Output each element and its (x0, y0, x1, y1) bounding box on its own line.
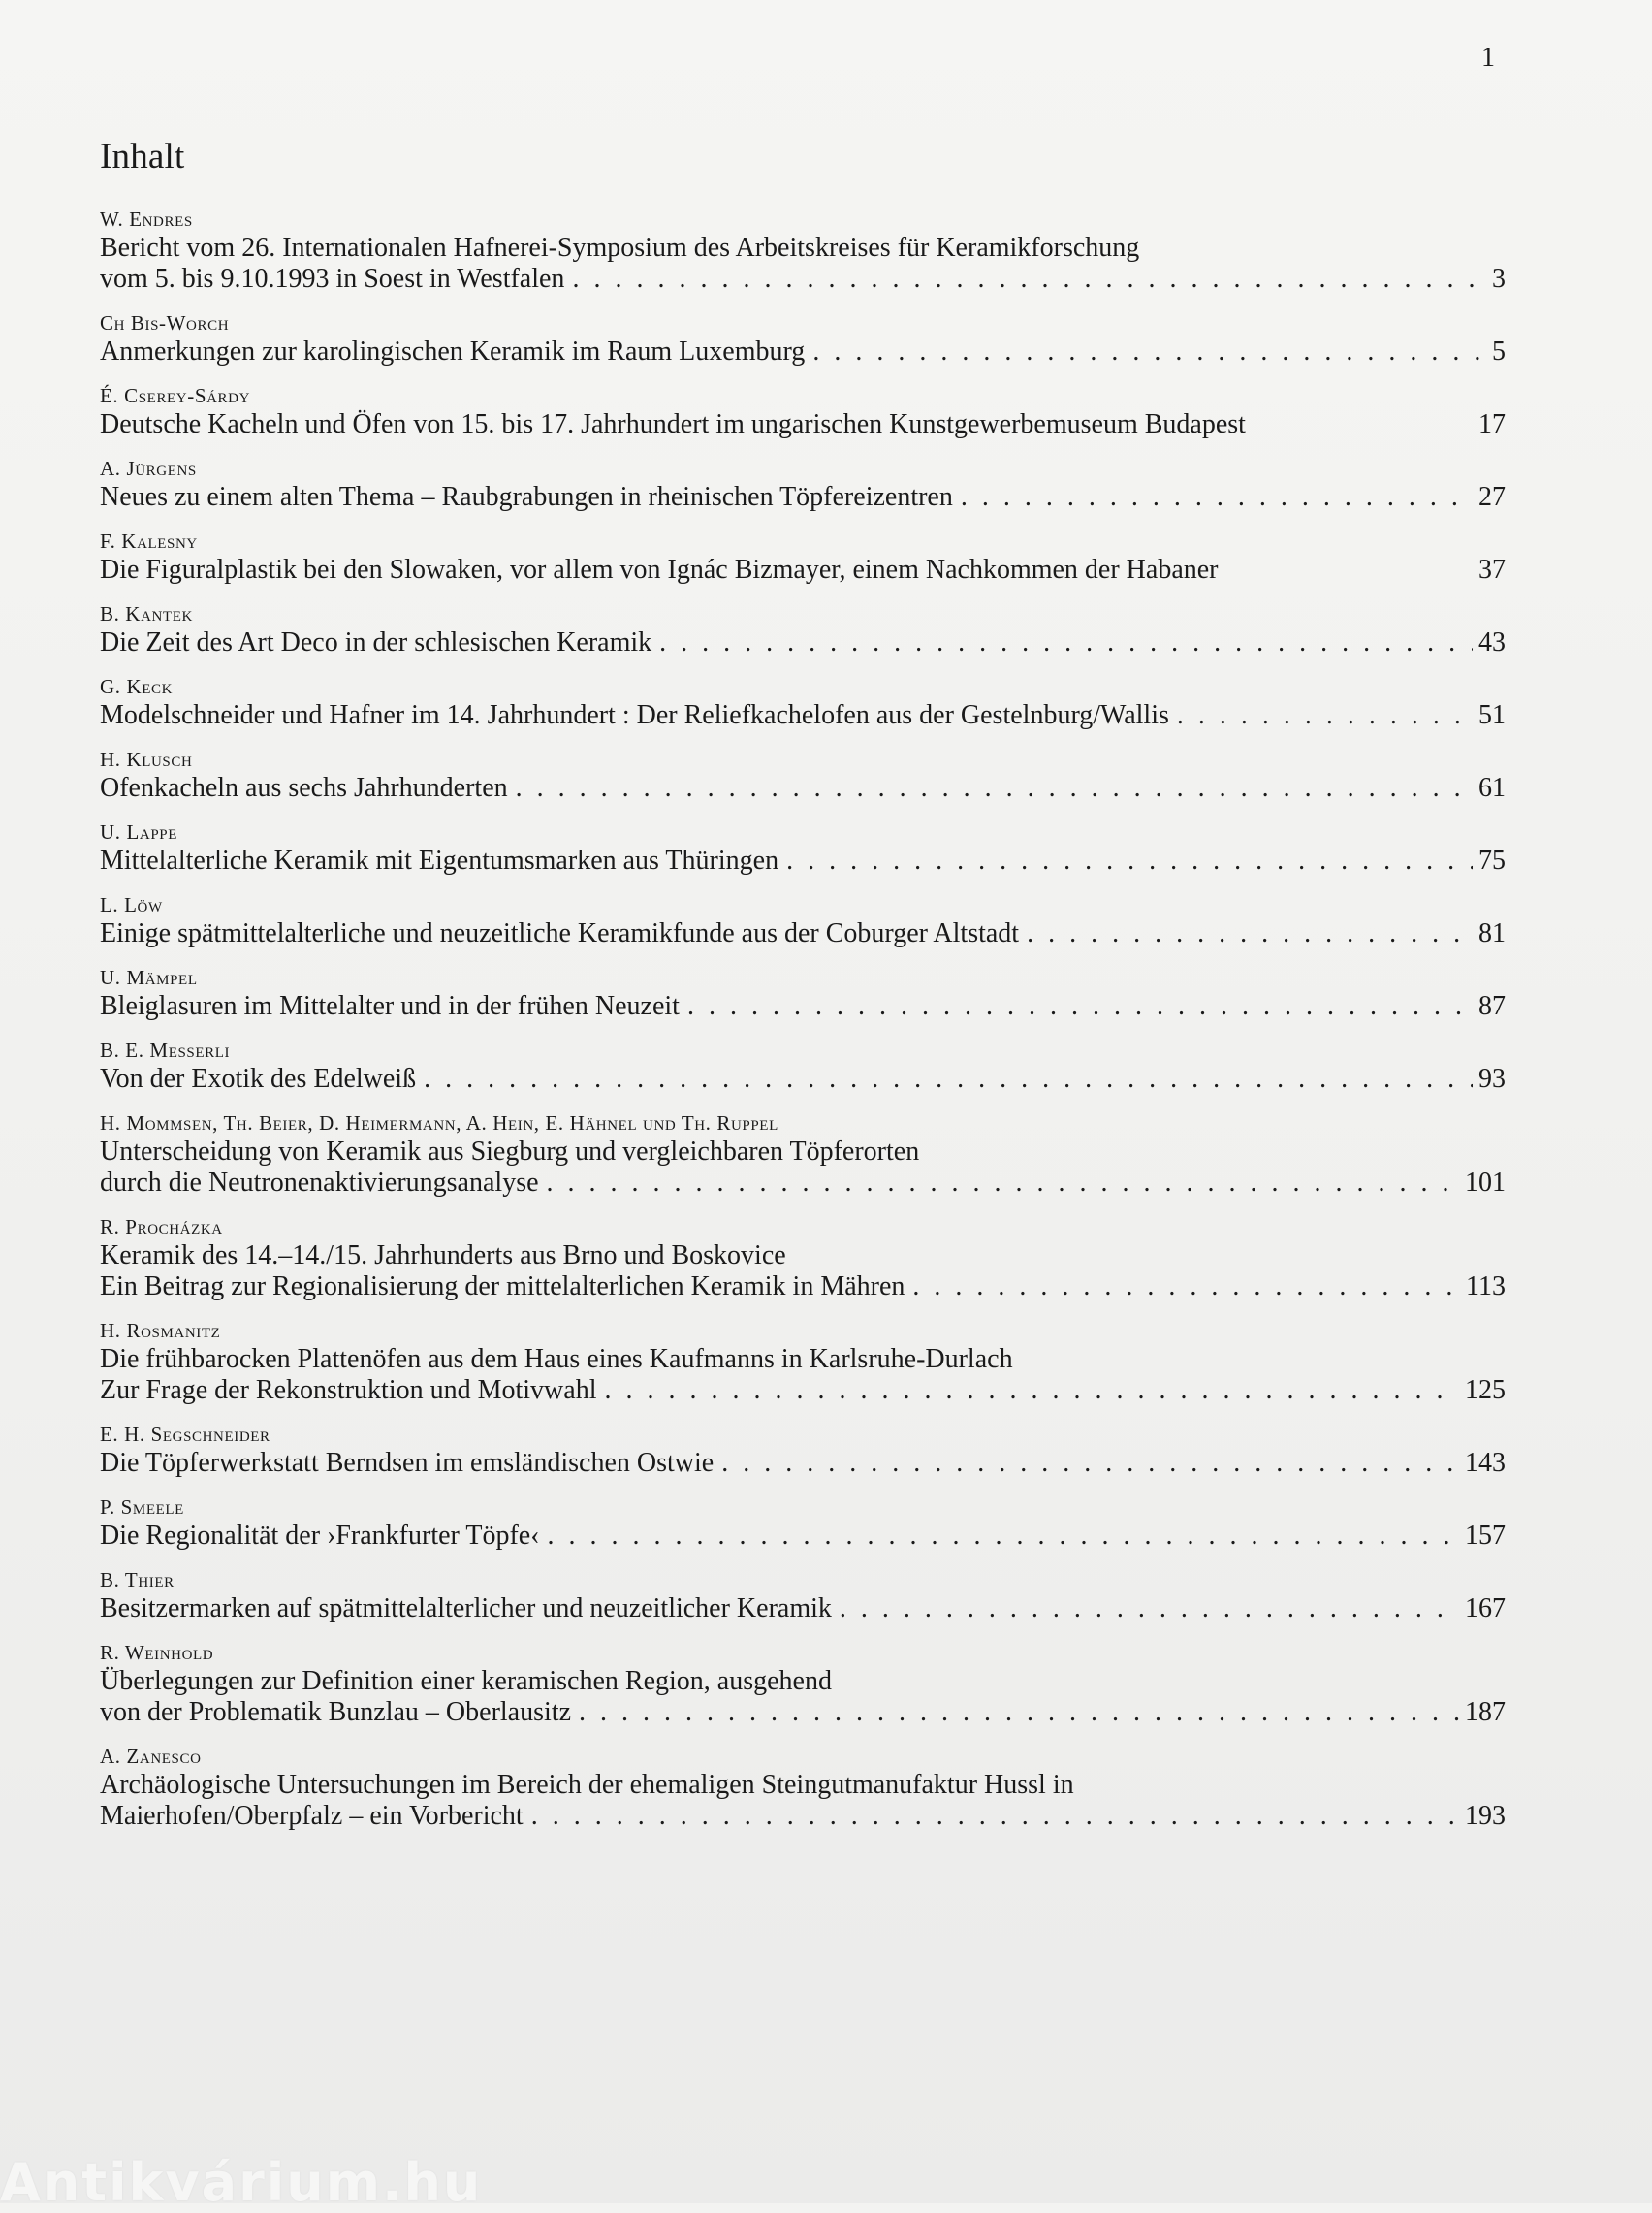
toc-entry-title-row (100, 1448, 1506, 1479)
toc-entry (100, 1109, 1506, 1199)
toc-entry-title-line: Archäologische Untersuchungen im Bereich der ehemaligen Steingutmanufaktur Hussl in (100, 1770, 1074, 1800)
dot-leader (1177, 700, 1473, 731)
toc-entry (100, 1213, 1506, 1302)
toc-entry-page: 5 (1492, 337, 1506, 367)
toc-entry (100, 746, 1506, 804)
toc-entry-page: 75 (1478, 846, 1506, 876)
toc-entry-author: B. E. Messerli (100, 1039, 231, 1062)
toc-entry-author: P. Smeele (100, 1495, 184, 1519)
toc-entry-title-row (100, 1375, 1506, 1406)
toc-entry-title-row (100, 1593, 1506, 1624)
toc-entry-title-line: Die Zeit des Art Deco in der schlesischen Keramik (100, 627, 652, 657)
toc-entry-title-line: Überlegungen zur Definition einer keramischen Region, ausgehend (100, 1666, 832, 1696)
toc-entry (100, 1037, 1506, 1095)
dot-leader (424, 1064, 1473, 1095)
toc-entry-title-row (100, 991, 1506, 1022)
watermark-logo: Antikvárium.hu (0, 2152, 483, 2213)
dot-leader (721, 1448, 1459, 1479)
toc-entry-author: Ch Bis-Worch (100, 311, 230, 335)
toc-entry-title-line: Die Regionalität der ›Frankfurter Töpfe‹ (100, 1521, 540, 1551)
toc-entry-page: 3 (1492, 264, 1506, 294)
toc-entry (100, 673, 1506, 731)
toc-entry-title-row (100, 409, 1506, 440)
toc-entry (100, 455, 1506, 513)
page-number: 1 (1481, 43, 1495, 73)
toc-entry-title-line: Unterscheidung von Keramik aus Siegburg und vergleichbaren Töpferorten (100, 1137, 920, 1167)
toc-entry-title-line: Anmerkungen zur karolingischen Keramik im Raum Luxemburg (100, 337, 806, 367)
toc-entry (100, 818, 1506, 877)
toc-entry (100, 891, 1506, 949)
toc-entry-title-line: Bleiglasuren im Mittelalter und in der frühen Neuzeit (100, 991, 680, 1021)
toc-entry-title-row (100, 555, 1506, 586)
toc-entry-title-line: Ein Beitrag zur Regionalisierung der mittelalterlichen Keramik in Mähren (100, 1271, 905, 1301)
toc-entry-title-line: von der Problematik Bunzlau – Oberlausitz (100, 1697, 571, 1727)
toc-entry-page: 125 (1465, 1375, 1506, 1405)
toc-entry-title-line: Ofenkacheln aus sechs Jahrhunderten (100, 773, 508, 803)
dot-leader (579, 1697, 1459, 1728)
toc-entry-author: G. Keck (100, 675, 174, 698)
dot-leader (659, 627, 1473, 658)
toc-entry-title-line: Die Figuralplastik bei den Slowaken, vor allem von Ignác Bizmayer, einem Nachkommen der Habaner (100, 555, 1219, 585)
toc-entry-author: É. Cserey-Sárdy (100, 384, 251, 407)
toc-entry-page: 51 (1478, 700, 1506, 730)
toc-entry-title-line: Neues zu einem alten Thema – Raubgrabungen in rheinischen Töpfereizentren (100, 482, 953, 512)
toc-entry-page: 37 (1478, 555, 1506, 585)
toc-entry-title-row (100, 918, 1506, 949)
dot-leader (548, 1521, 1459, 1552)
toc-entry-title-row (100, 1801, 1506, 1832)
toc-entry (100, 382, 1506, 440)
toc-entry-page: 81 (1478, 918, 1506, 948)
dot-leader (961, 482, 1473, 513)
dot-leader (604, 1375, 1459, 1406)
toc-entry-title-row (100, 1064, 1506, 1095)
toc-entry-title-row (100, 337, 1506, 368)
toc-entry-author: R. Procházka (100, 1215, 223, 1238)
toc-entry-page: 87 (1478, 991, 1506, 1021)
dot-leader (547, 1168, 1459, 1199)
toc-entry-page: 113 (1466, 1271, 1506, 1301)
toc-heading: Inhalt (100, 137, 185, 176)
toc-entry-title-line: Einige spätmittelalterliche und neuzeitliche Keramikfunde aus der Coburger Altstadt (100, 918, 1020, 948)
toc-entry-author: A. Jürgens (100, 457, 197, 480)
toc-entry-title-line: Die Töpferwerkstatt Berndsen im emsländischen Ostwie (100, 1448, 715, 1478)
toc-entry-author: U. Lappe (100, 820, 177, 844)
toc-entry-title-row (100, 1697, 1506, 1728)
toc-entry-author: E. H. Segschneider (100, 1423, 270, 1446)
dot-leader (572, 264, 1486, 295)
toc-entry-title-line: durch die Neutronenaktivierungsanalyse (100, 1168, 539, 1198)
toc-entry-title-row (100, 627, 1506, 658)
toc-entry-author: W. Endres (100, 208, 193, 231)
toc-entry-title-line: Modelschneider und Hafner im 14. Jahrhundert : Der Reliefkachelofen aus der Gestelnburg/Wallis (100, 700, 1169, 730)
dot-leader (687, 991, 1473, 1022)
toc-entry-author: F. Kalesny (100, 529, 198, 553)
toc-entry-title-line: vom 5. bis 9.10.1993 in Soest in Westfalen (100, 264, 565, 294)
toc-entry-page: 93 (1478, 1064, 1506, 1094)
toc-entry-title-line: Bericht vom 26. Internationalen Hafnerei-Symposium des Arbeitskreises für Keramikforschung (100, 233, 1140, 263)
toc-entry-author: B. Kantek (100, 602, 193, 625)
toc-entry-author: H. Klusch (100, 748, 193, 771)
toc-entry-page: 157 (1465, 1521, 1506, 1551)
toc-entry (100, 1421, 1506, 1479)
toc-entry-author: A. Zanesco (100, 1745, 202, 1768)
toc-entry (100, 1566, 1506, 1624)
dot-leader (812, 337, 1486, 368)
toc-entry-page: 187 (1465, 1697, 1506, 1727)
toc-entry-author: R. Weinhold (100, 1641, 214, 1664)
toc-entry-title-line: Von der Exotik des Edelweiß (100, 1064, 417, 1094)
toc-entry-title-line: Zur Frage der Rekonstruktion und Motivwahl (100, 1375, 597, 1405)
toc-entry-title-line: Besitzermarken auf spätmittelalterlicher und neuzeitlicher Keramik (100, 1593, 832, 1623)
toc-entry (100, 1493, 1506, 1552)
toc-entry-title-row (100, 1168, 1506, 1199)
toc-entry-page: 143 (1465, 1448, 1506, 1478)
toc-entry-title-row (100, 846, 1506, 877)
toc-entry-title-row (100, 1271, 1506, 1302)
dot-leader (912, 1271, 1460, 1302)
toc-entry-title-line: Maierhofen/Oberpfalz – ein Vorbericht (100, 1801, 524, 1831)
toc-entry-title-row (100, 700, 1506, 731)
toc-entry-author: U. Mämpel (100, 966, 198, 989)
table-of-contents (100, 206, 1506, 1846)
toc-entry (100, 528, 1506, 586)
toc-entry-title-row (100, 773, 1506, 804)
toc-entry-page: 43 (1478, 627, 1506, 657)
toc-entry-page: 167 (1465, 1593, 1506, 1623)
toc-entry-page: 101 (1465, 1168, 1506, 1198)
toc-entry (100, 1317, 1506, 1406)
toc-entry (100, 1639, 1506, 1728)
toc-entry-title-line: Keramik des 14.–14./15. Jahrhunderts aus Brno und Boskovice (100, 1240, 786, 1270)
toc-entry-title-line: Deutsche Kacheln und Öfen von 15. bis 17. Jahrhundert im ungarischen Kunstgewerbemuseum Budapest (100, 409, 1246, 439)
toc-entry-title-line: Die frühbarocken Plattenöfen aus dem Haus eines Kaufmanns in Karlsruhe-Durlach (100, 1344, 1013, 1374)
toc-entry-title-line: Mittelalterliche Keramik mit Eigentumsmarken aus Thüringen (100, 846, 779, 876)
toc-entry-page: 27 (1478, 482, 1506, 512)
dot-leader (531, 1801, 1459, 1832)
dot-leader (1027, 918, 1473, 949)
toc-entry-page: 61 (1478, 773, 1506, 803)
toc-entry-author: H. Rosmanitz (100, 1319, 221, 1342)
dot-leader (840, 1593, 1459, 1624)
toc-entry-author: B. Thier (100, 1568, 175, 1591)
toc-entry (100, 1743, 1506, 1832)
dot-leader (786, 846, 1473, 877)
toc-entry (100, 206, 1506, 295)
dot-leader (516, 773, 1473, 804)
toc-entry-author: H. Mommsen, Th. Beier, D. Heimermann, A. Hein, E. Hähnel und Th. Ruppel (100, 1111, 778, 1135)
toc-entry-page: 17 (1478, 409, 1506, 439)
toc-entry-author: L. Löw (100, 893, 163, 916)
toc-entry-title-row (100, 264, 1506, 295)
toc-entry-title-row (100, 482, 1506, 513)
toc-entry-page: 193 (1465, 1801, 1506, 1831)
toc-entry (100, 309, 1506, 368)
toc-entry (100, 964, 1506, 1022)
toc-entry-title-row (100, 1521, 1506, 1552)
toc-entry (100, 600, 1506, 658)
